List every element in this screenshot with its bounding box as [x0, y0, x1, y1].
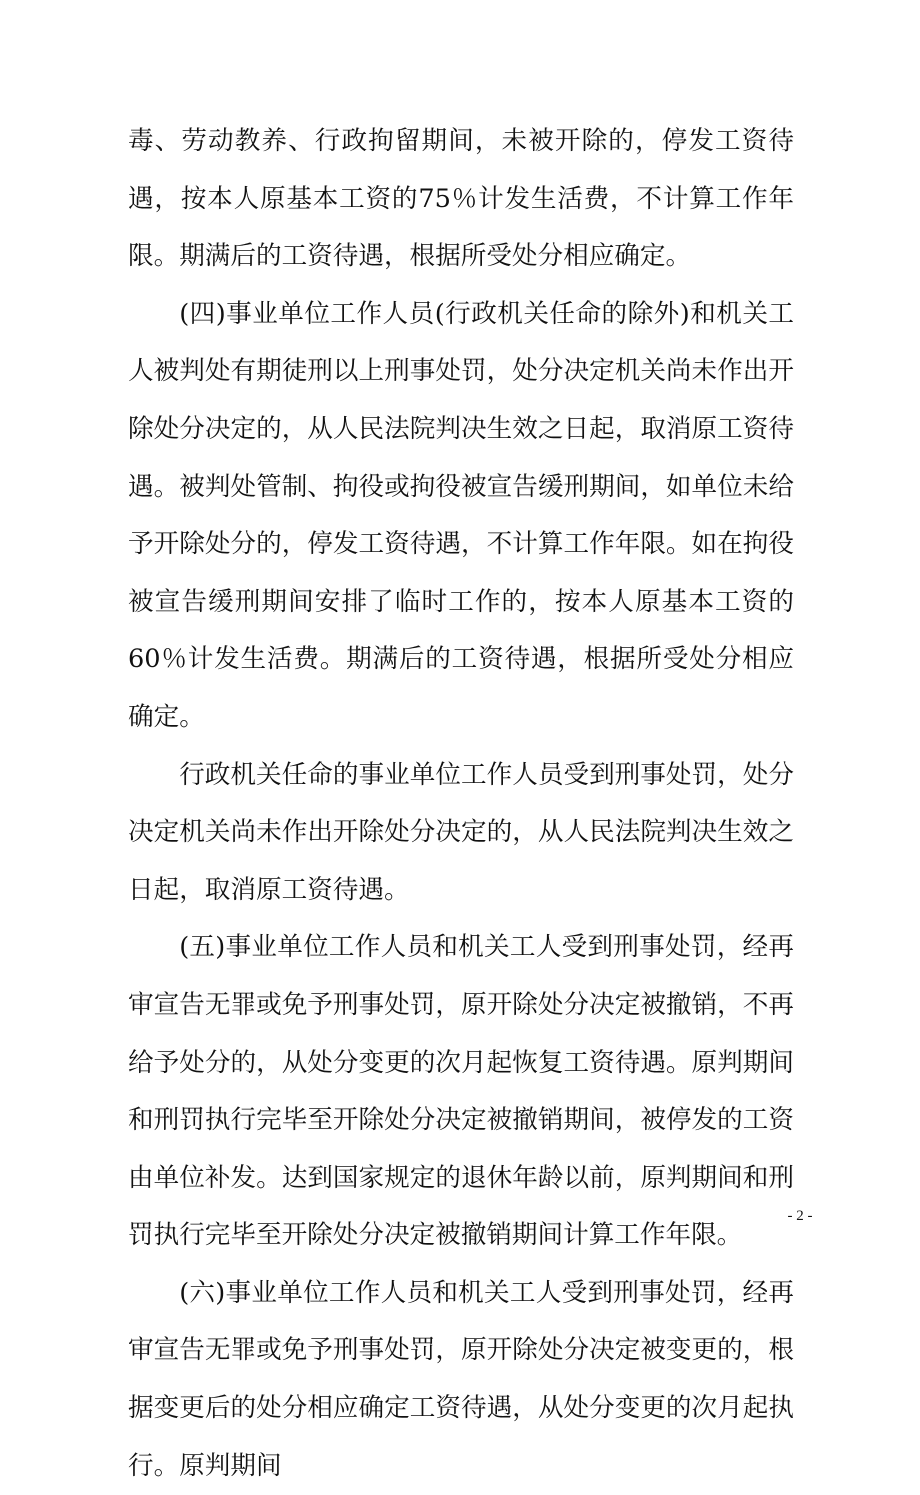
paragraph-administrative-appointee: 行政机关任命的事业单位工作人员受到刑事处罚，处分决定机关尚未作出开除处分决定的，从人民法院判决生效之日起，取消原工资待遇。	[128, 759, 794, 905]
paragraph-continuation: 毒、劳动教养、行政拘留期间，未被开除的，停发工资待遇，按本人原基本工资的75％计发生活费，不计算工作年限。期满后的工资待遇，根据所受处分相应确定。	[128, 126, 794, 272]
document-body	[128, 113, 794, 1495]
page-number: - 2 -	[787, 1208, 813, 1224]
paragraph-item-6: (六)事业单位工作人员和机关工人受到刑事处罚，经再审宣告无罪或免予刑事处罚，原开除处分决定被变更的，根据变更后的处分相应确定工资待遇，从处分变更的次月起执行。原判期间	[128, 1277, 794, 1481]
paragraph-item-5: (五)事业单位工作人员和机关工人受到刑事处罚，经再审宣告无罪或免予刑事处罚，原开除处分决定被撤销，不再给予处分的，从处分变更的次月起恢复工资待遇。原判期间和刑罚执行完毕至开除处分决定被撤销期间，被停发的工资由单位补发。达到国家规定的退休年龄以前，原判期间和刑罚执行完毕至开除处分决定被撤销期间计算工作年限。	[128, 932, 794, 1251]
paragraph-item-4: (四)事业单位工作人员(行政机关任命的除外)和机关工人被判处有期徒刑以上刑事处罚，处分决定机关尚未作出开除处分决定的，从人民法院判决生效之日起，取消原工资待遇。被判处管制、拘役或拘役被宣告缓刑期间，如单位未给予开除处分的，停发工资待遇，不计算工作年限。如在拘役被宣告缓刑期间安排了临时工作的，按本人原基本工资的60％计发生活费。期满后的工资待遇，根据所受处分相应确定。	[128, 298, 794, 732]
